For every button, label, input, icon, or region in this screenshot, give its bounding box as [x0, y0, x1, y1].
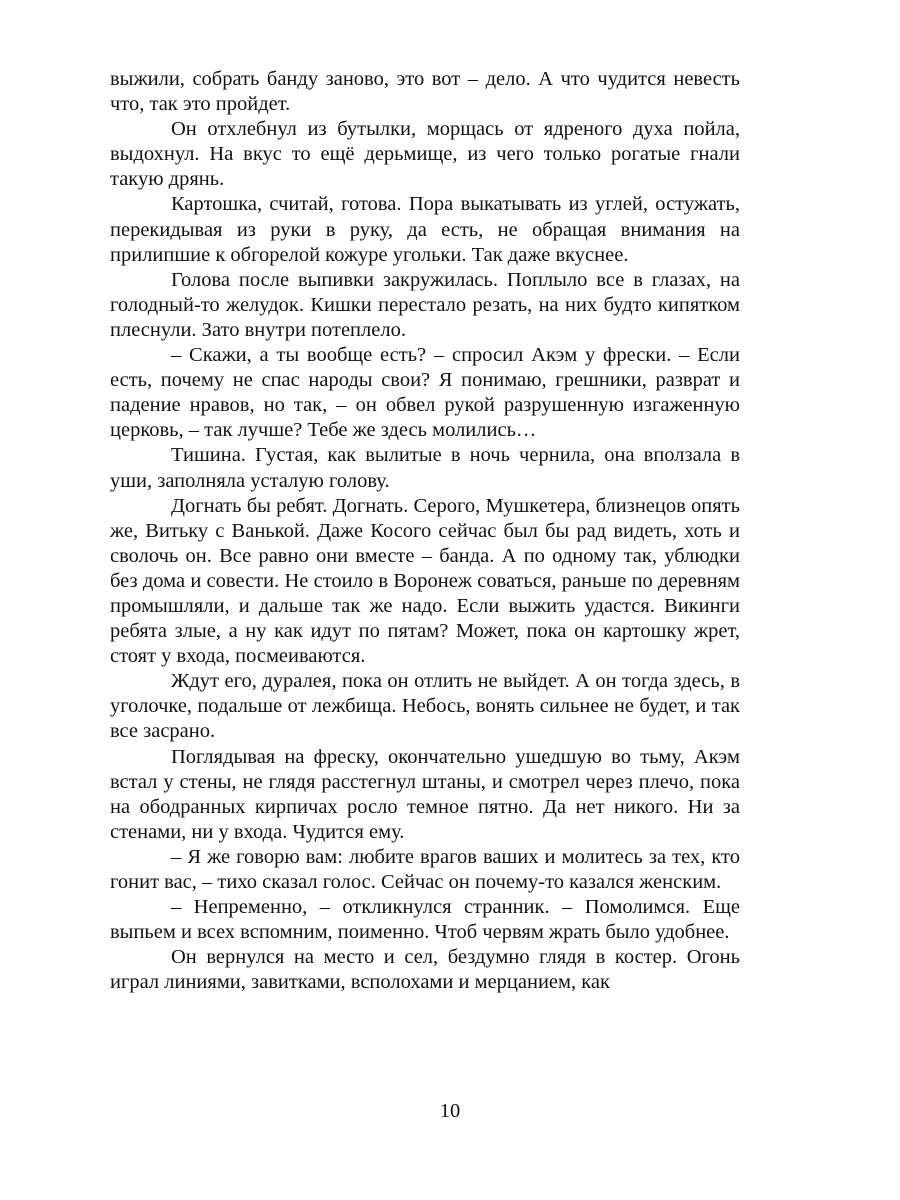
paragraph: – Непременно, – откликнулся странник. – Помолимся. Еще выпьем и всех вспомним, поименно. Чтоб червям жрать было удобнее. — [110, 896, 740, 944]
paragraph: Тишина. Густая, как вылитые в ночь чернила, она вползала в уши, заполняла усталую голову. — [110, 444, 740, 492]
paragraph: Он отхлебнул из бутылки, морщась от ядреного духа пойла, выдохнул. На вкус то ещё дерьмище, из чего только рогатые гнали такую дрянь. — [110, 118, 740, 191]
body-text — [110, 67, 740, 995]
paragraph: Догнать бы ребят. Догнать. Серого, Мушкетера, близнецов опять же, Витьку с Ванькой. Даже Косого сейчас был бы рад видеть, хоть и сволочь он. Все равно они вместе – банда. А по одному так, ублюдки без дома и совести. Не стоило в Воронеж соваться, раньше по деревням промышляли, и дальше так же надо. Если выжить удастся. Викинги ребята злые, а ну как идут по пятам? Может, пока он картошку жрет, стоят у входа, посмеиваются. — [110, 494, 740, 668]
page-number: 10 — [439, 1100, 461, 1122]
paragraph: – Скажи, а ты вообще есть? – спросил Акэм у фрески. – Если есть, почему не спас народы свои? Я понимаю, грешники, разврат и падение нравов, но так, – он обвел рукой разрушенную изгаженную церковь, – так лучше? Тебе же здесь молились… — [110, 344, 740, 442]
paragraph: выжили, собрать банду заново, это вот – дело. А что чудится невесть что, так это пройдет. — [110, 68, 740, 116]
paragraph: Голова после выпивки закружилась. Поплыло все в глазах, на голодный-то желудок. Кишки перестало резать, на них будто кипятком плеснули. Зато внутри потеплело. — [110, 268, 740, 341]
paragraph: Он вернулся на место и сел, бездумно глядя в костер. Огонь играл линиями, завитками, всполохами и мерцанием, как — [110, 946, 740, 994]
paragraph: Картошка, считай, готова. Пора выкатывать из углей, остужать, перекидывая из руки в руку, да есть, не обращая внимания на прилипшие к обгорелой кожуре угольки. Так даже вкуснее. — [110, 193, 740, 266]
paragraph: Ждут его, дуралея, пока он отлить не выйдет. А он тогда здесь, в уголочке, подальше от лежбища. Небось, вонять сильнее не будет, и так все засрано. — [110, 670, 740, 743]
paragraph: – Я же говорю вам: любите врагов ваших и молитесь за тех, кто гонит вас, – тихо сказал голос. Сейчас он почему-то казался женским. — [110, 845, 740, 893]
paragraph: Поглядывая на фреску, окончательно ушедшую во тьму, Акэм встал у стены, не глядя расстегнул штаны, и смотрел через плечо, пока на ободранных кирпичах росло темное пятно. Да нет никого. Ни за стенами, ни у входа. Чудится ему. — [110, 745, 740, 843]
